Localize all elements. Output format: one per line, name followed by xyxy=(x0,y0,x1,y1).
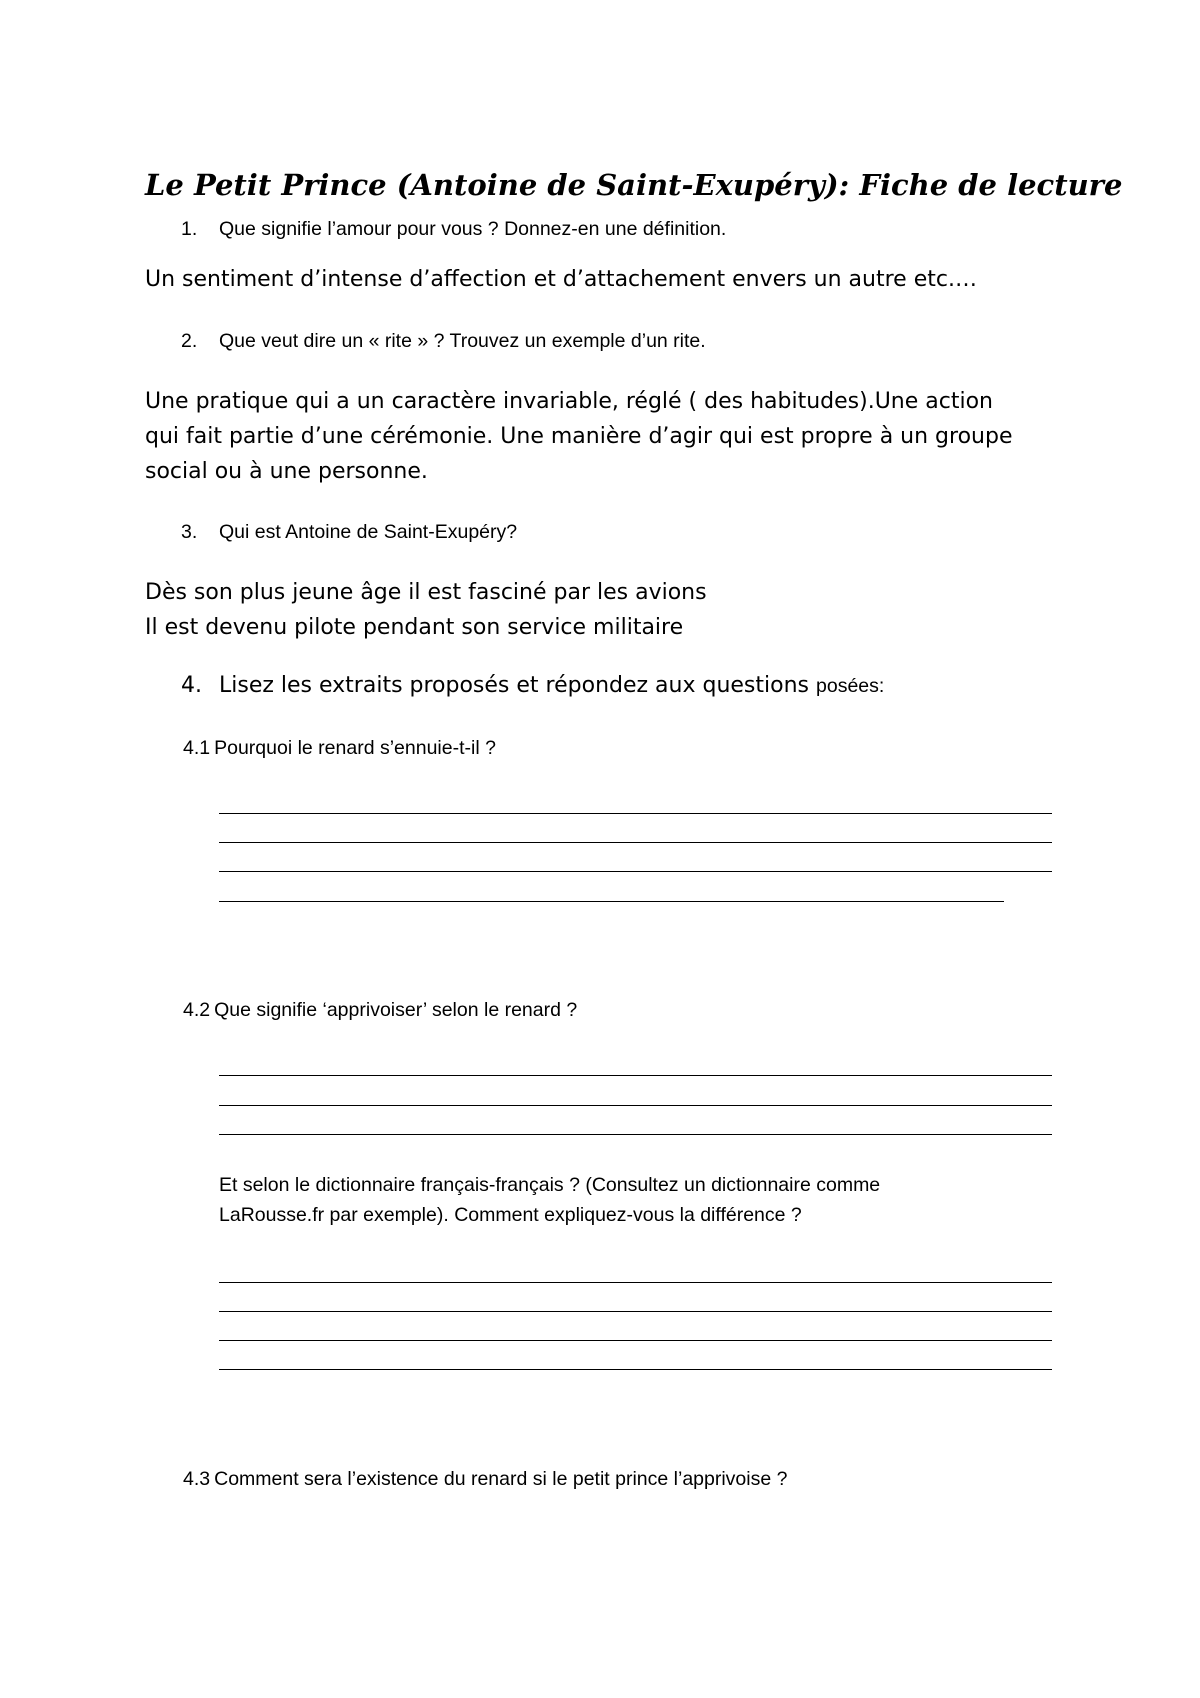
question-4 xyxy=(181,671,885,701)
question-text: Que veut dire un « rite » ? Trouvez un exemple d’un rite. xyxy=(219,330,706,352)
subquestion-4-2 xyxy=(183,995,577,1025)
subquestion-number: 4.3 xyxy=(183,1468,211,1490)
answer-line[interactable] xyxy=(219,813,1052,814)
question-number: 3. xyxy=(181,521,198,543)
answer-line[interactable] xyxy=(219,1340,1052,1341)
question-number: 4. xyxy=(181,673,202,698)
answer-line[interactable] xyxy=(219,1369,1052,1370)
question-text: Lisez les extraits proposés et répondez aux questions xyxy=(219,673,809,698)
subquestion-4-1 xyxy=(183,733,496,763)
page-title: Le Petit Prince (Antoine de Saint-Exupéry): Fiche de lecture xyxy=(145,168,1123,202)
answer-line[interactable] xyxy=(219,1075,1052,1076)
answer-3-line-2: Il est devenu pilote pendant son service militaire xyxy=(145,615,684,640)
question-number: 1. xyxy=(181,218,198,240)
answer-line[interactable] xyxy=(219,1105,1052,1106)
answer-line[interactable] xyxy=(219,901,1004,902)
question-text: Que signifie l’amour pour vous ? Donnez-en une définition. xyxy=(219,218,727,240)
answer-line[interactable] xyxy=(219,1282,1052,1283)
answer-line[interactable] xyxy=(219,1311,1052,1312)
follow-up-line-2: LaRousse.fr par exemple). Comment expliquez-vous la différence ? xyxy=(219,1204,802,1226)
answer-3-line-1: Dès son plus jeune âge il est fasciné par les avions xyxy=(145,580,707,605)
subquestion-text: Pourquoi le renard s’ennuie-t-il ? xyxy=(214,737,496,759)
answer-line[interactable] xyxy=(219,842,1052,843)
subquestion-text: Comment sera l’existence du renard si le petit prince l’apprivoise ? xyxy=(214,1468,788,1490)
question-text-small: posées: xyxy=(816,675,885,697)
question-text: Qui est Antoine de Saint-Exupéry? xyxy=(219,521,518,543)
subquestion-number: 4.1 xyxy=(183,737,211,759)
question-1 xyxy=(181,216,727,242)
subquestion-text: Que signifie ‘apprivoiser’ selon le renard ? xyxy=(214,999,578,1021)
answer-1-line-1: Un sentiment d’intense d’affection et d’attachement envers un autre etc.… xyxy=(145,267,977,292)
answer-line[interactable] xyxy=(219,1134,1052,1135)
answer-2-line-3: social ou à une personne. xyxy=(145,459,428,484)
answer-2-line-2: qui fait partie d’une cérémonie. Une manière d’agir qui est propre à un groupe xyxy=(145,424,1013,449)
question-2 xyxy=(181,328,706,354)
subquestion-4-3 xyxy=(183,1464,787,1494)
question-3 xyxy=(181,519,518,545)
follow-up-line-1: Et selon le dictionnaire français-français ? (Consultez un dictionnaire comme xyxy=(219,1174,881,1196)
question-number: 2. xyxy=(181,330,198,352)
subquestion-number: 4.2 xyxy=(183,999,211,1021)
answer-2-line-1: Une pratique qui a un caractère invariable, réglé ( des habitudes).Une action xyxy=(145,389,993,414)
answer-line[interactable] xyxy=(219,871,1052,872)
